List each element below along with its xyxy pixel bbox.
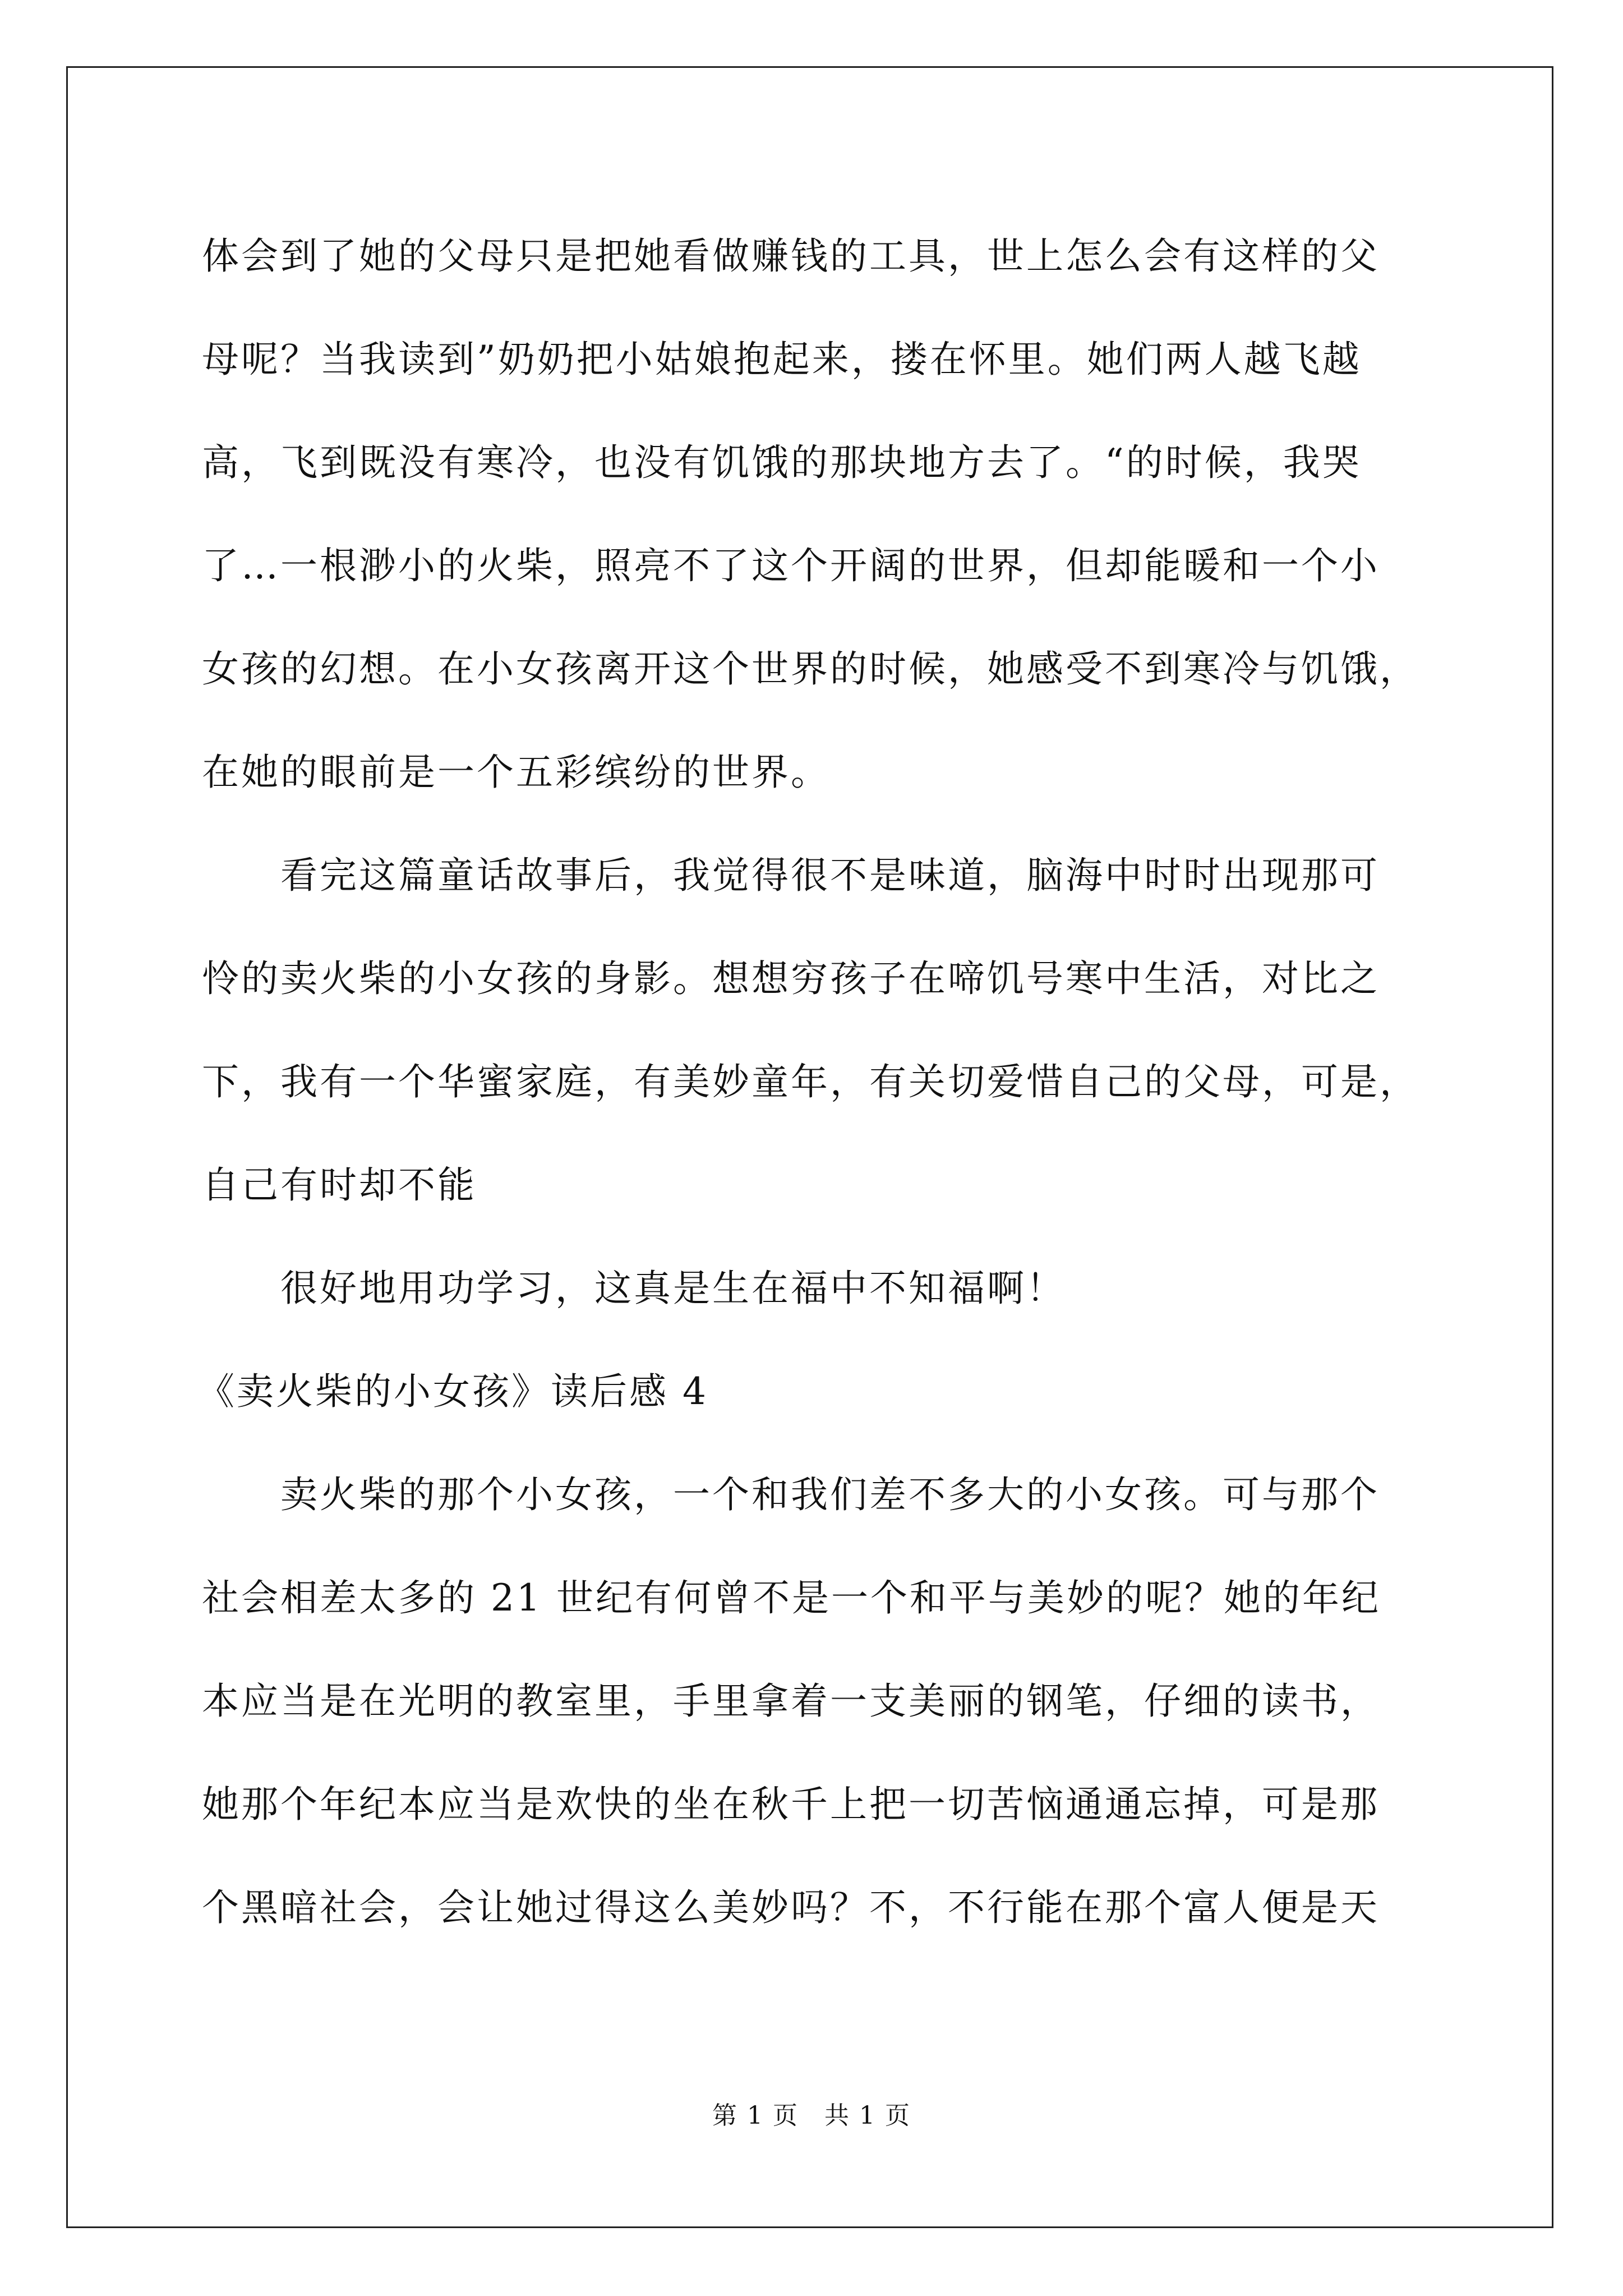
text-line: 自己有时却不能 [202, 1163, 477, 1207]
text-line: 怜的卖火柴的小女孩的身影。想想穷孩子在啼饥号寒中生活，对比之 [202, 957, 1380, 1000]
paragraph-start-line: 卖火柴的那个小女孩，一个和我们差不多大的小女孩。可与那个 [280, 1473, 1380, 1516]
text-line: 她那个年纪本应当是欢快的坐在秋千上把一切苦恼通通忘掉，可是那 [202, 1783, 1380, 1826]
page-footer: 第 1 页 共 1 页 [712, 2101, 911, 2130]
section-heading: 《卖火柴的小女孩》读后感 4 [197, 1370, 708, 1413]
text-line: 在她的眼前是一个五彩缤纷的世界。 [202, 751, 830, 794]
text-line: 下，我有一个华蜜家庭，有美妙童年，有关切爱惜自己的父母，可是， [202, 1060, 1419, 1103]
paragraph-start-line: 很好地用功学习，这真是生在福中不知福啊！ [280, 1267, 1066, 1310]
text-line: 母呢？当我读到”奶奶把小姑娘抱起来，搂在怀里。她们两人越飞越 [202, 338, 1362, 381]
text-line: 了…一根渺小的火柴，照亮不了这个开阔的世界，但却能暖和一个小 [202, 544, 1380, 587]
text-line: 女孩的幻想。在小女孩离开这个世界的时候，她感受不到寒冷与饥饿， [202, 647, 1419, 691]
document-body [197, 205, 1458, 1959]
text-line: 个黑暗社会，会让她过得这么美妙吗？不，不行能在那个富人便是天 [202, 1886, 1380, 1929]
text-line: 本应当是在光明的教室里，手里拿着一支美丽的钢笔，仔细的读书， [202, 1680, 1380, 1723]
text-line: 体会到了她的父母只是把她看做赚钱的工具，世上怎么会有这样的父 [202, 234, 1380, 278]
paragraph-start-line: 看完这篇童话故事后，我觉得很不是味道，脑海中时时出现那可 [280, 854, 1380, 897]
text-line: 高，飞到既没有寒冷，也没有饥饿的那块地方去了。“的时候，我哭 [202, 441, 1362, 484]
text-line: 社会相差太多的 21 世纪有何曾不是一个和平与美妙的呢？她的年纪 [202, 1576, 1381, 1619]
